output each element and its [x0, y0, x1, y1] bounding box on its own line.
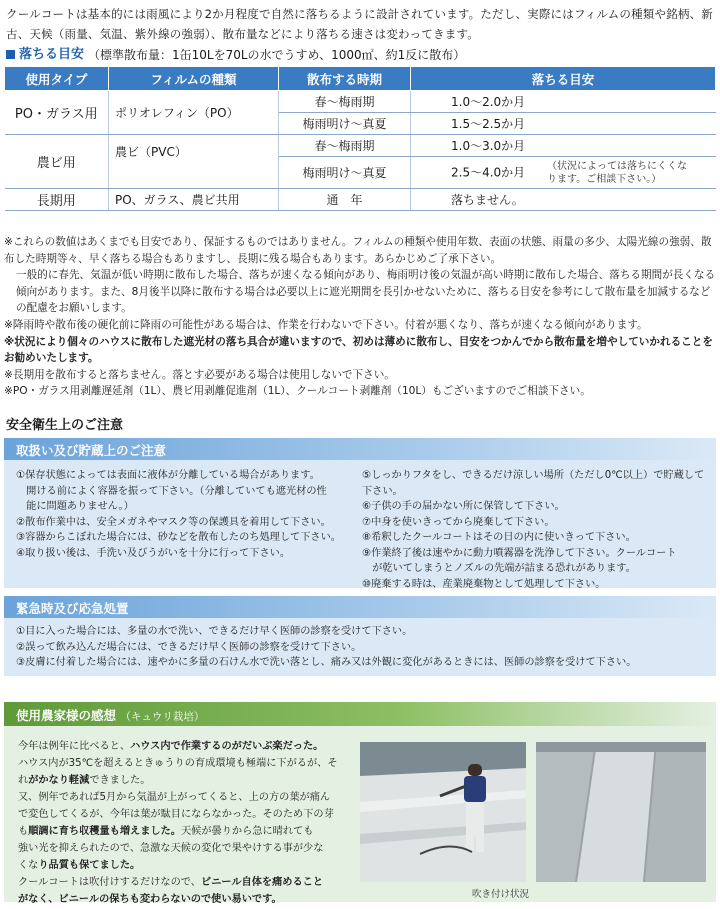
note-item: ※状況により個々のハウスに散布した遮光材の落ち具合が違いますので、初めは薄めに散布し、目安をつかんでから散布量を増やしていかれることをお勧めいたします。 — [4, 335, 713, 365]
row-estimate: 落ちません。 — [411, 189, 716, 211]
story-line: くなり品質も保てました。 — [18, 860, 141, 871]
list-item: ①保存状態によっては表面に液体が分離している場合があります。 — [16, 470, 320, 481]
photo-caption: 吹き付け状況 — [472, 889, 530, 900]
table-row — [5, 135, 716, 157]
list-item: ⑨作業終了後は速やかに動力噴霧器を洗浄して下さい。クールコート — [362, 547, 677, 559]
list-item: ②散布作業中は、安全メガネやマスク等の保護具を着用して下さい。 — [16, 516, 331, 528]
row-type: PO・ガラス用 — [5, 91, 109, 135]
handling-title: 取扱い及び貯蔵上のご注意 — [4, 438, 716, 460]
list-item: ⑥子供の手の届かない所に保管して下さい。 — [362, 501, 565, 512]
story-line: がなく、ビニールの保ちも変わらないので使い易いです。 — [18, 894, 282, 905]
emergency-list — [16, 624, 710, 671]
story-line: 今年は例年に比べると、ハウス内で作業するのがだいぶ楽だった。 — [18, 741, 324, 752]
guide-table — [4, 66, 716, 211]
row-season: 春～梅雨期 — [279, 91, 411, 113]
story-line: ハウス内が35℃を超えるときゅうりの育成環境も極端に下がるが、そ — [18, 758, 338, 769]
row-film: 農ビ（PVC） — [109, 135, 279, 189]
list-item: ②誤って飲み込んだ場合には、できるだけ早く医師の診察を受けて下さい。 — [16, 641, 362, 653]
list-item: が乾いてしまうとノズルの先端が詰まる恐れがあります。 — [362, 563, 636, 574]
note-item: ※長期用を散布すると落ちません。落とす必要がある場合は使用しないで下さい。 — [4, 368, 395, 381]
story-line: 又、例年であれば5月から気温が上がってくると、上の方の葉が痛ん — [18, 792, 331, 803]
row-season: 梅雨明け～真夏 — [279, 157, 411, 189]
note-item: ※これらの数値はあくまでも目安であり、保証するものではありません。フィルムの種類や使用年数、表面の状態、雨量の多少、太陽光線の強弱、散布した時期等々、早く落ちる場合もありますし、長期に残る場合もあります。あらかじめご了承下さい。 — [4, 236, 712, 265]
handling-left-column — [16, 468, 366, 561]
safety-title: 安全衛生上のご注意 — [6, 418, 124, 433]
square-bullet-icon — [6, 50, 15, 59]
row-season: 梅雨明け～真夏 — [279, 113, 411, 135]
header-type: 使用タイプ — [5, 67, 109, 91]
table-row — [5, 91, 716, 113]
handling-right-column — [362, 468, 714, 592]
note-item: 一般的に春先、気温が低い時期に散布した場合、落ちが速くなる傾向があり、梅雨明け後の気温が高い時期に散布した場合、落ちる期間が長くなる傾向があります。また、8月後半以降に散布する場合は必要以上に遮光期間を長引かせないために、落ちる目安を参考にして散布量を加減するなどの配慮をお願いします。 — [16, 269, 716, 315]
list-item: ⑦中身を使いきってから廃棄して下さい。 — [362, 516, 555, 528]
story-line: クールコートは吹付けするだけなので、ビニール自体を痛めること — [18, 877, 324, 888]
emergency-box — [4, 596, 716, 676]
list-item: ⑧希釈したクールコートはその日の内に使いきって下さい。 — [362, 532, 636, 543]
farmer-subtitle: （キュウリ栽培） — [120, 711, 205, 723]
list-item: 開ける前によく容器を振って下さい。（分離していても遮光材の性 — [16, 485, 327, 497]
notes — [4, 234, 716, 400]
row-film: PO、ガラス、農ビ共用 — [109, 189, 279, 211]
list-item: ③容器からこぼれた場合には、砂などを散布したのち処理して下さい。 — [16, 532, 341, 543]
film-closeup-photo — [536, 742, 706, 882]
list-item: ⑩廃棄する時は、産業廃棄物として処理して下さい。 — [362, 578, 606, 590]
table-row — [5, 189, 716, 211]
intro-text: クールコートは基本的には雨風により2か月程度で自然に落ちるように設計されています。ただし、実際にはフィルムの種類や銘柄、新古、天候（雨量、気温、紫外線の強弱）、散布量などにより落ちる速さは変わってきます。 — [6, 7, 713, 41]
farmer-box — [4, 702, 716, 905]
row-note: （状況によっては落ちにくくなります。ご相談下さい。） — [547, 160, 687, 185]
note-item: ※降雨時や散布後の硬化前に降雨の可能性がある場合は、作業を行わないで下さい。付着が悪くなり、落ちが速くなる傾向があります。 — [4, 318, 648, 331]
guide-subtitle: （標準散布量：1缶10Lを70Lの水でうすめ、1000㎡、約1反に散布） — [88, 47, 466, 62]
story-line: で変色してくるが、今年は葉が駄目にならなかった。そのため下の芽 — [18, 809, 334, 820]
emergency-title: 緊急時及び応急処置 — [4, 596, 716, 618]
list-item: ⑤しっかりフタをし、できるだけ涼しい場所（ただし0℃以上）で貯蔵して下さい。 — [362, 470, 705, 497]
row-season: 春～梅雨期 — [279, 135, 411, 157]
row-season: 通 年 — [279, 189, 411, 211]
row-estimate: 1.5～2.5か月 — [411, 113, 716, 135]
row-type: 農ビ用 — [5, 135, 109, 189]
film-closeup-image — [536, 742, 706, 882]
table-header-row — [5, 67, 716, 91]
row-estimate: 1.0～2.0か月 — [411, 91, 716, 113]
farmer-title-bar — [4, 702, 716, 726]
list-item: ④取り扱い後は、手洗い及びうがいを十分に行って下さい。 — [16, 547, 291, 559]
list-item: 能に問題ありません。） — [16, 501, 134, 512]
handling-box — [4, 438, 716, 588]
note-item: ※PO・ガラス用剥離遅延剤（1L）、農ビ用剥離促進剤（1L）、クールコート剥離剤（10L）もございますのでご相談下さい。 — [4, 385, 591, 398]
story-line: も順調に育ち収穫量も増えました。天候が曇りから急に晴れても — [18, 826, 314, 837]
spraying-photo — [360, 742, 526, 882]
spraying-photo-image — [360, 742, 526, 882]
guide-heading — [6, 46, 465, 64]
row-estimate: 2.5～4.0か月 — [451, 165, 526, 179]
row-estimate-cell — [411, 157, 716, 189]
header-film: フィルムの種類 — [109, 67, 279, 91]
header-estimate: 落ちる目安 — [411, 67, 716, 91]
farmer-title: 使用農家様の感想 — [16, 708, 117, 723]
story-line: 強い光を抑えられたので、急激な天候の変化で果やけする事が少な — [18, 843, 324, 854]
list-item: ①目に入った場合には、多量の水で洗い、できるだけ早く医師の診察を受けて下さい。 — [16, 626, 413, 637]
row-estimate: 1.0～3.0か月 — [411, 135, 716, 157]
row-type: 長期用 — [5, 189, 109, 211]
guide-title: 落ちる目安 — [19, 47, 85, 62]
list-item: ③皮膚に付着した場合には、速やかに多量の石けん水で洗い落とし、痛み又は外観に変化があるときには、医師の診察を受けて下さい。 — [16, 657, 637, 668]
farmer-story — [18, 738, 348, 908]
header-season: 散布する時期 — [279, 67, 411, 91]
story-line: れがかなり軽減できました。 — [18, 775, 151, 786]
row-film: ポリオレフィン（PO） — [109, 91, 279, 135]
